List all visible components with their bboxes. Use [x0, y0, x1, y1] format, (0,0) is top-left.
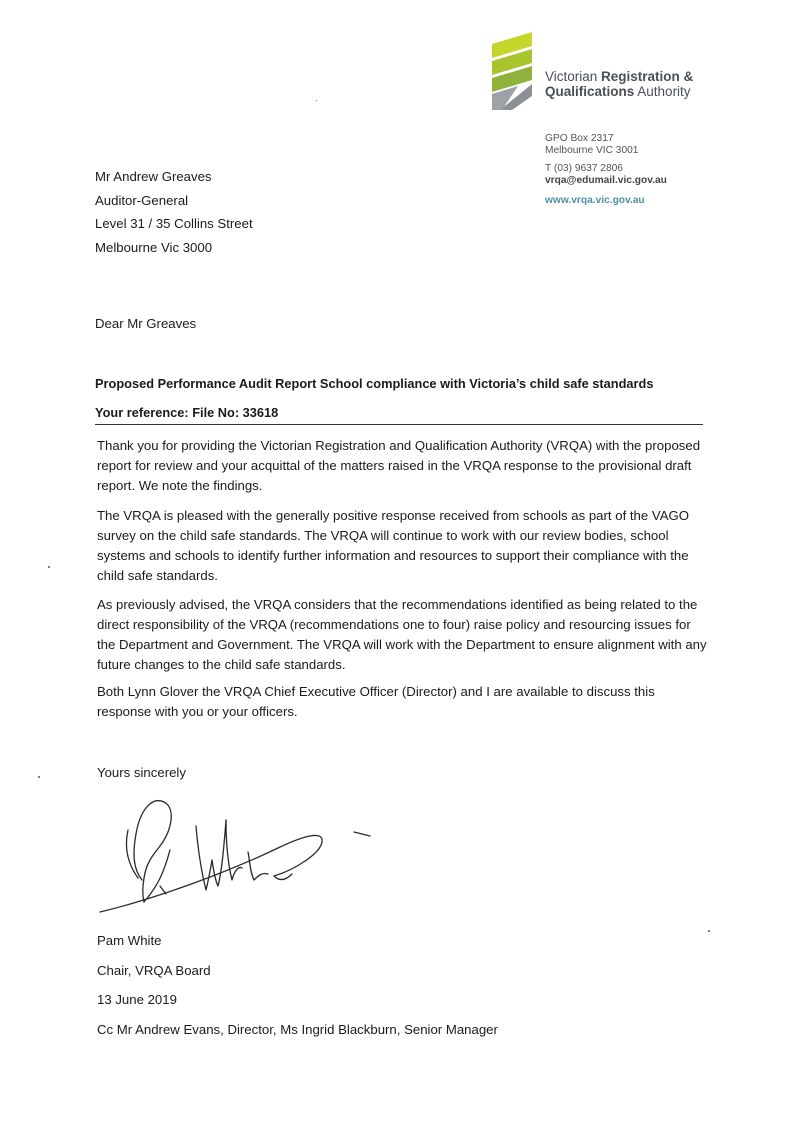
divider-rule [95, 424, 703, 425]
org-name-line2-bold: Qualifications [545, 84, 635, 99]
recipient-address-line1: Level 31 / 35 Collins Street [95, 216, 253, 231]
body-paragraph-3: As previously advised, the VRQA considers that the recommendations identified as being related to the direct responsibility of the VRQA (recommendations one to four) raise policy and resourcing issues for the Department and Government. The VRQA will work with the Department to ensure alignment with any future changes to the child safe standards. [97, 597, 707, 672]
signatory-name: Pam White [97, 933, 162, 948]
subject-line: Proposed Performance Audit Report School compliance with Victoria’s child safe standards [95, 376, 654, 391]
contact-email[interactable]: vrqa@edumail.vic.gov.au [545, 174, 667, 186]
recipient-title: Auditor-General [95, 192, 189, 208]
scan-speck [708, 930, 710, 932]
scan-speck [316, 100, 317, 101]
contact-block [545, 133, 667, 207]
cc-line: Cc Mr Andrew Evans, Director, Ms Ingrid Blackburn, Senior Manager [97, 1022, 498, 1037]
salutation: Dear Mr Greaves [95, 316, 197, 331]
scan-speck [48, 566, 50, 568]
recipient-address-line2: Melbourne Vic 3000 [95, 239, 213, 255]
body-paragraph-2: The VRQA is pleased with the generally positive response received from schools as part of the VAGO survey on the child safe standards. The VRQA will continue to work with our review bodies, school systems and schools to identify further information and resources to support their compliance with the child safe standards. [97, 508, 690, 583]
org-name [545, 69, 693, 99]
org-name-line1-regular: Victorian [545, 69, 602, 84]
closing: Yours sincerely [97, 765, 186, 780]
letter-date: 13 June 2019 [97, 992, 177, 1007]
vrqa-logo-icon [488, 30, 538, 110]
body-paragraph-1: Thank you for providing the Victorian Registration and Qualification Authority (VRQA) with the proposed report for review and your acquittal of the matters raised in the VRQA response to the provisional draft report. We note the findings. [97, 438, 701, 493]
org-name-line1-bold: Registration & [601, 69, 694, 84]
signature-icon [98, 790, 388, 920]
contact-phone: T (03) 9637 2806 [545, 163, 623, 175]
reference-line: Your reference: File No: 33618 [95, 405, 279, 420]
org-name-line2-regular: Authority [634, 84, 691, 99]
contact-website-link[interactable]: www.vrqa.vic.gov.au [545, 195, 645, 207]
recipient-address [95, 165, 253, 259]
signatory-title: Chair, VRQA Board [97, 963, 211, 978]
po-box: GPO Box 2317 [545, 133, 614, 144]
contact-city: Melbourne VIC 3001 [545, 144, 639, 156]
recipient-name: Mr Andrew Greaves [95, 169, 212, 184]
scan-speck [38, 776, 40, 778]
body-paragraph-4: Both Lynn Glover the VRQA Chief Executive Officer (Director) and I are available to discuss this response with you or your officers. [97, 684, 655, 719]
